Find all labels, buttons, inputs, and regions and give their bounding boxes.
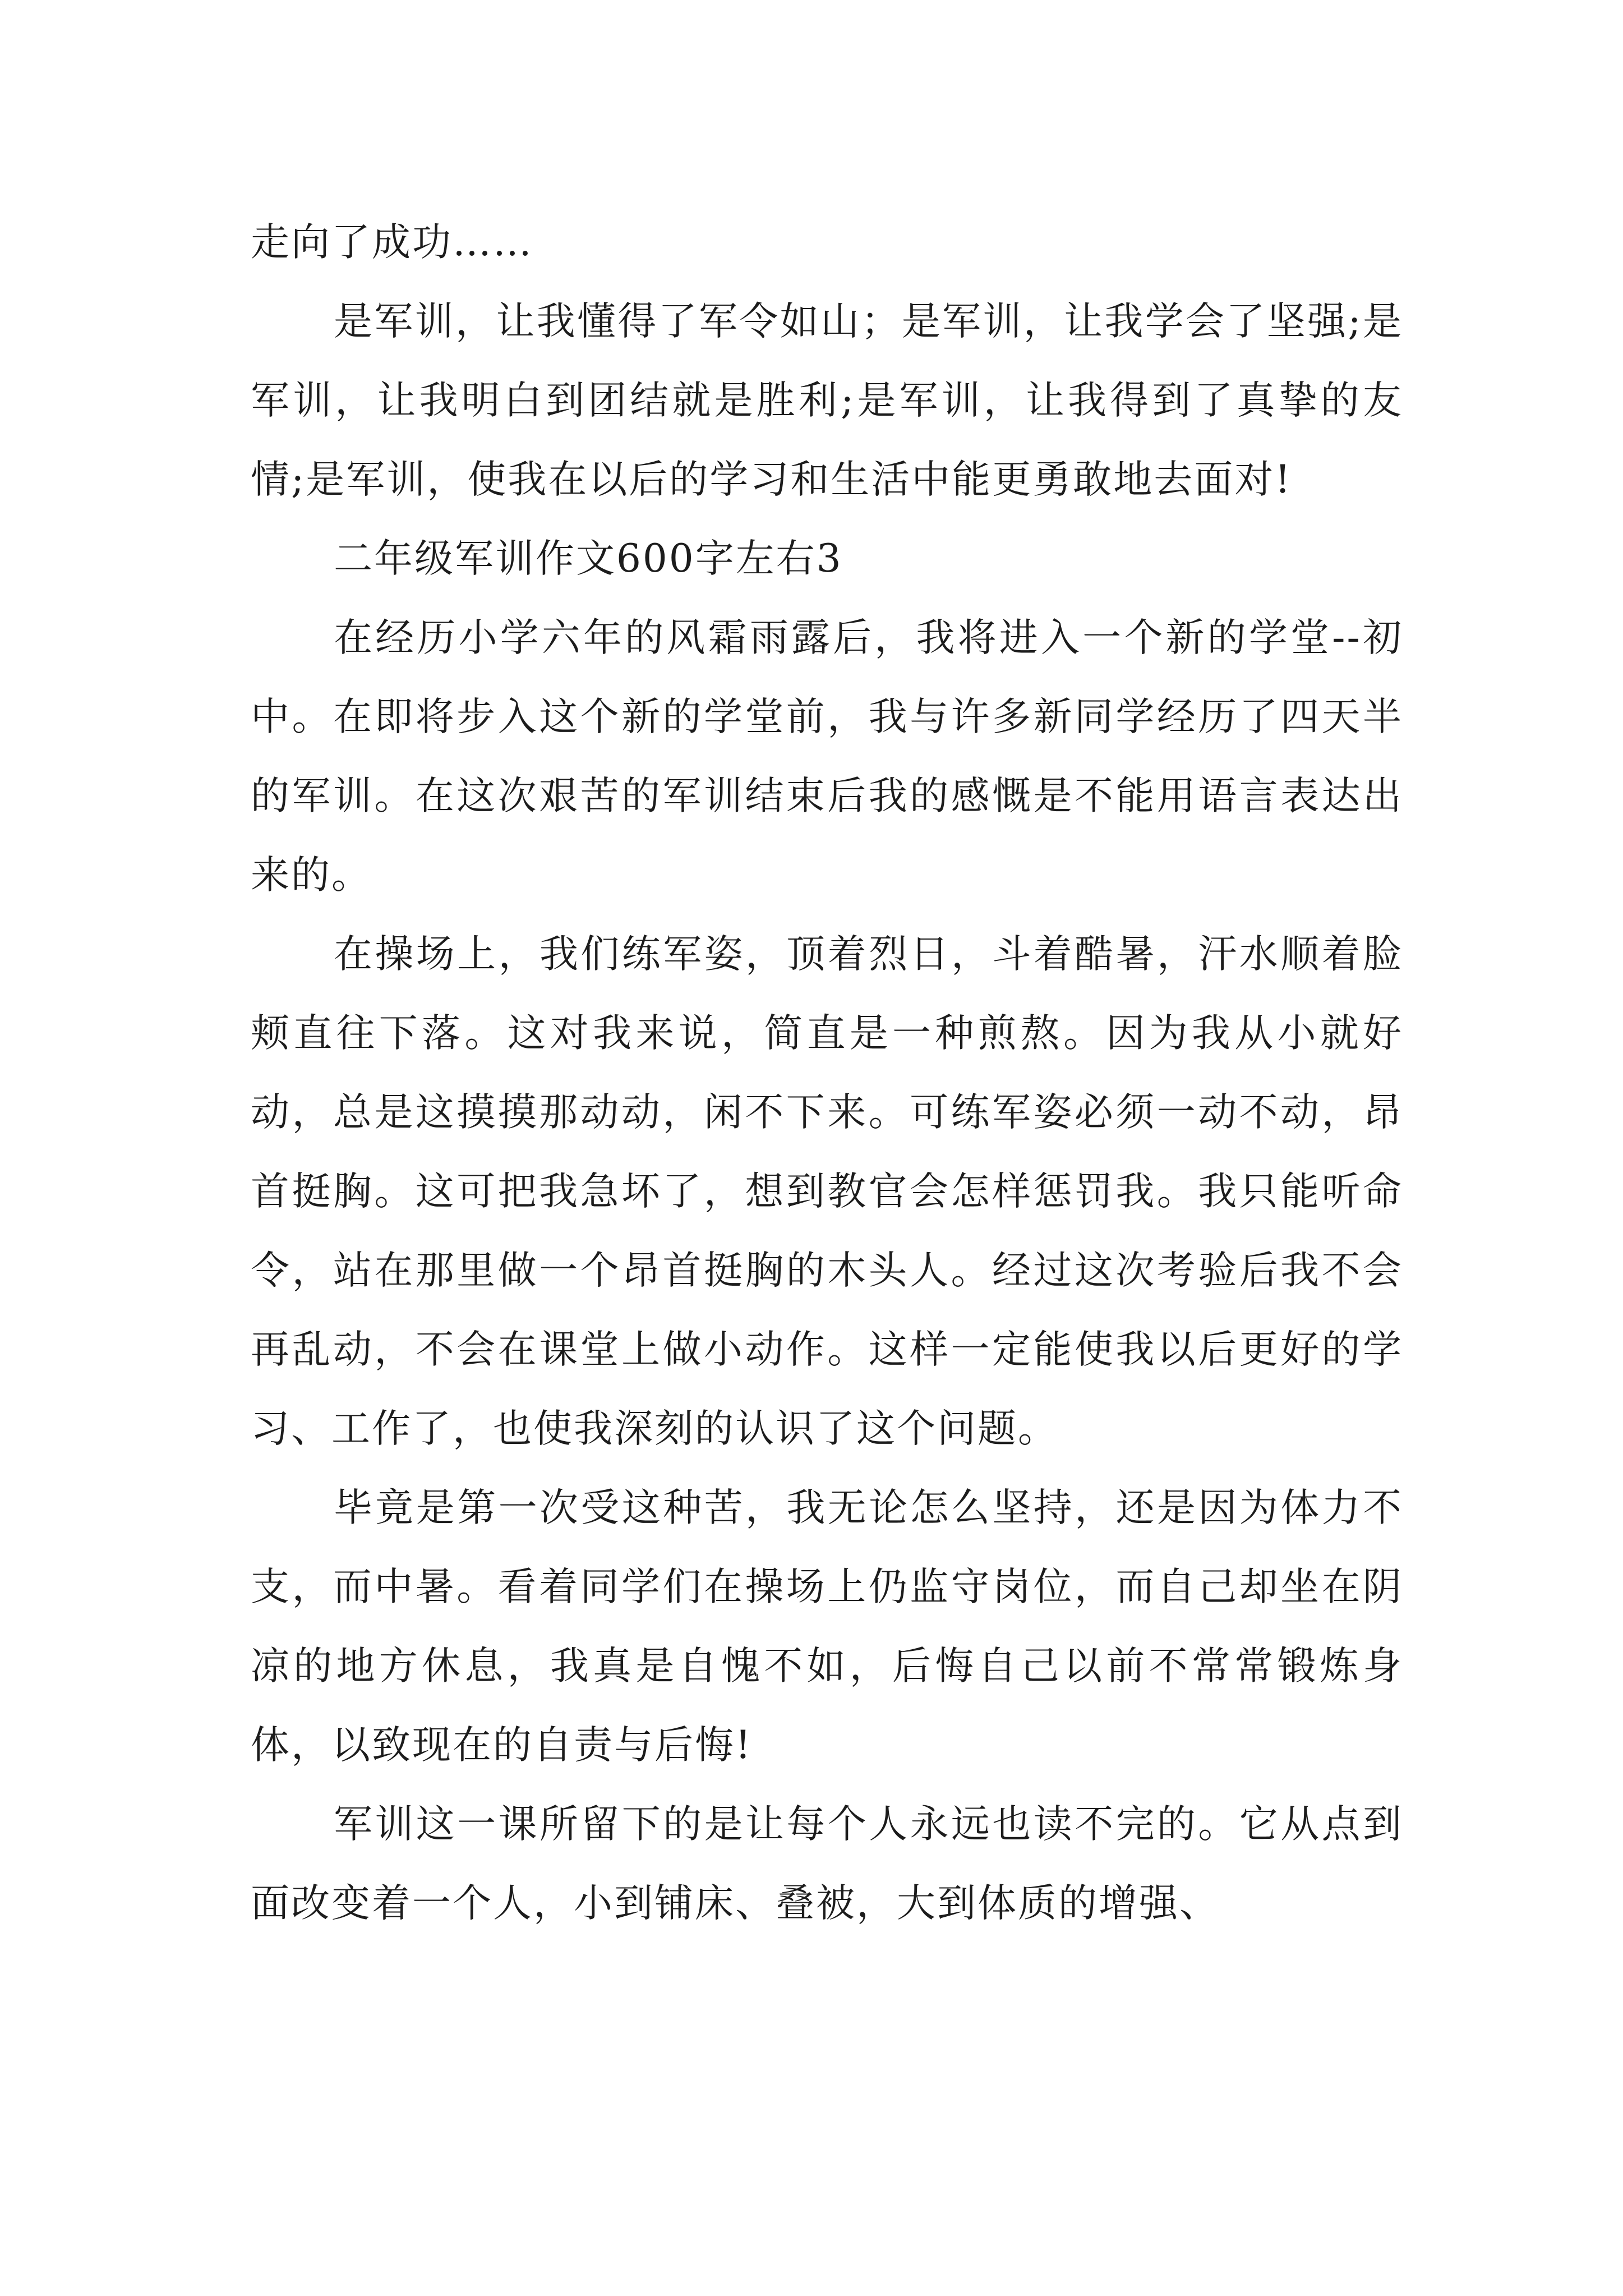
paragraph-drill-ground: 在操场上，我们练军姿，顶着烈日，斗着酷暑，汗水顺着脸颊直往下落。这对我来说，简直是一种煎熬。因为我从小就好动，总是这摸摸那动动，闲不下来。可练军姿必须一动不动，昂首挺胸。这可把我急坏了，想到教官会怎样惩罚我。我只能听命令，站在那里做一个昂首挺胸的木头人。经过这次考验后我不会再乱动，不会在课堂上做小动作。这样一定能使我以后更好的学习、工作了，也使我深刻的认识了这个问题。	[251, 932, 1403, 1451]
paragraph-military-training-lessons: 是军训，让我懂得了军令如山；是军训，让我学会了坚强;是军训，让我明白到团结就是胜利;是军训，让我得到了真挚的友情;是军训，使我在以后的学习和生活中能更勇敢地去面对!	[251, 299, 1403, 502]
paragraph-lesson: 军训这一课所留下的是让每个人永远也读不完的。它从点到面改变着一个人，小到铺床、叠被，大到体质的增强、	[251, 1802, 1403, 1926]
document-body	[251, 203, 1403, 1943]
paragraph-continuation: 走向了成功……	[251, 220, 533, 265]
essay-heading: 二年级军训作文600字左右3	[334, 536, 843, 581]
paragraph-heatstroke: 毕竟是第一次受这种苦，我无论怎么坚持，还是因为体力不支，而中暑。看着同学们在操场上仍监守岗位，而自己却坐在阴凉的地方休息，我真是自愧不如，后悔自己以前不常常锻炼身体，以致现在的自责与后悔!	[251, 1485, 1403, 1768]
paragraph-intro: 在经历小学六年的风霜雨露后，我将进入一个新的学堂--初中。在即将步入这个新的学堂前，我与许多新同学经历了四天半的军训。在这次艰苦的军训结束后我的感慨是不能用语言表达出来的。	[251, 615, 1403, 898]
